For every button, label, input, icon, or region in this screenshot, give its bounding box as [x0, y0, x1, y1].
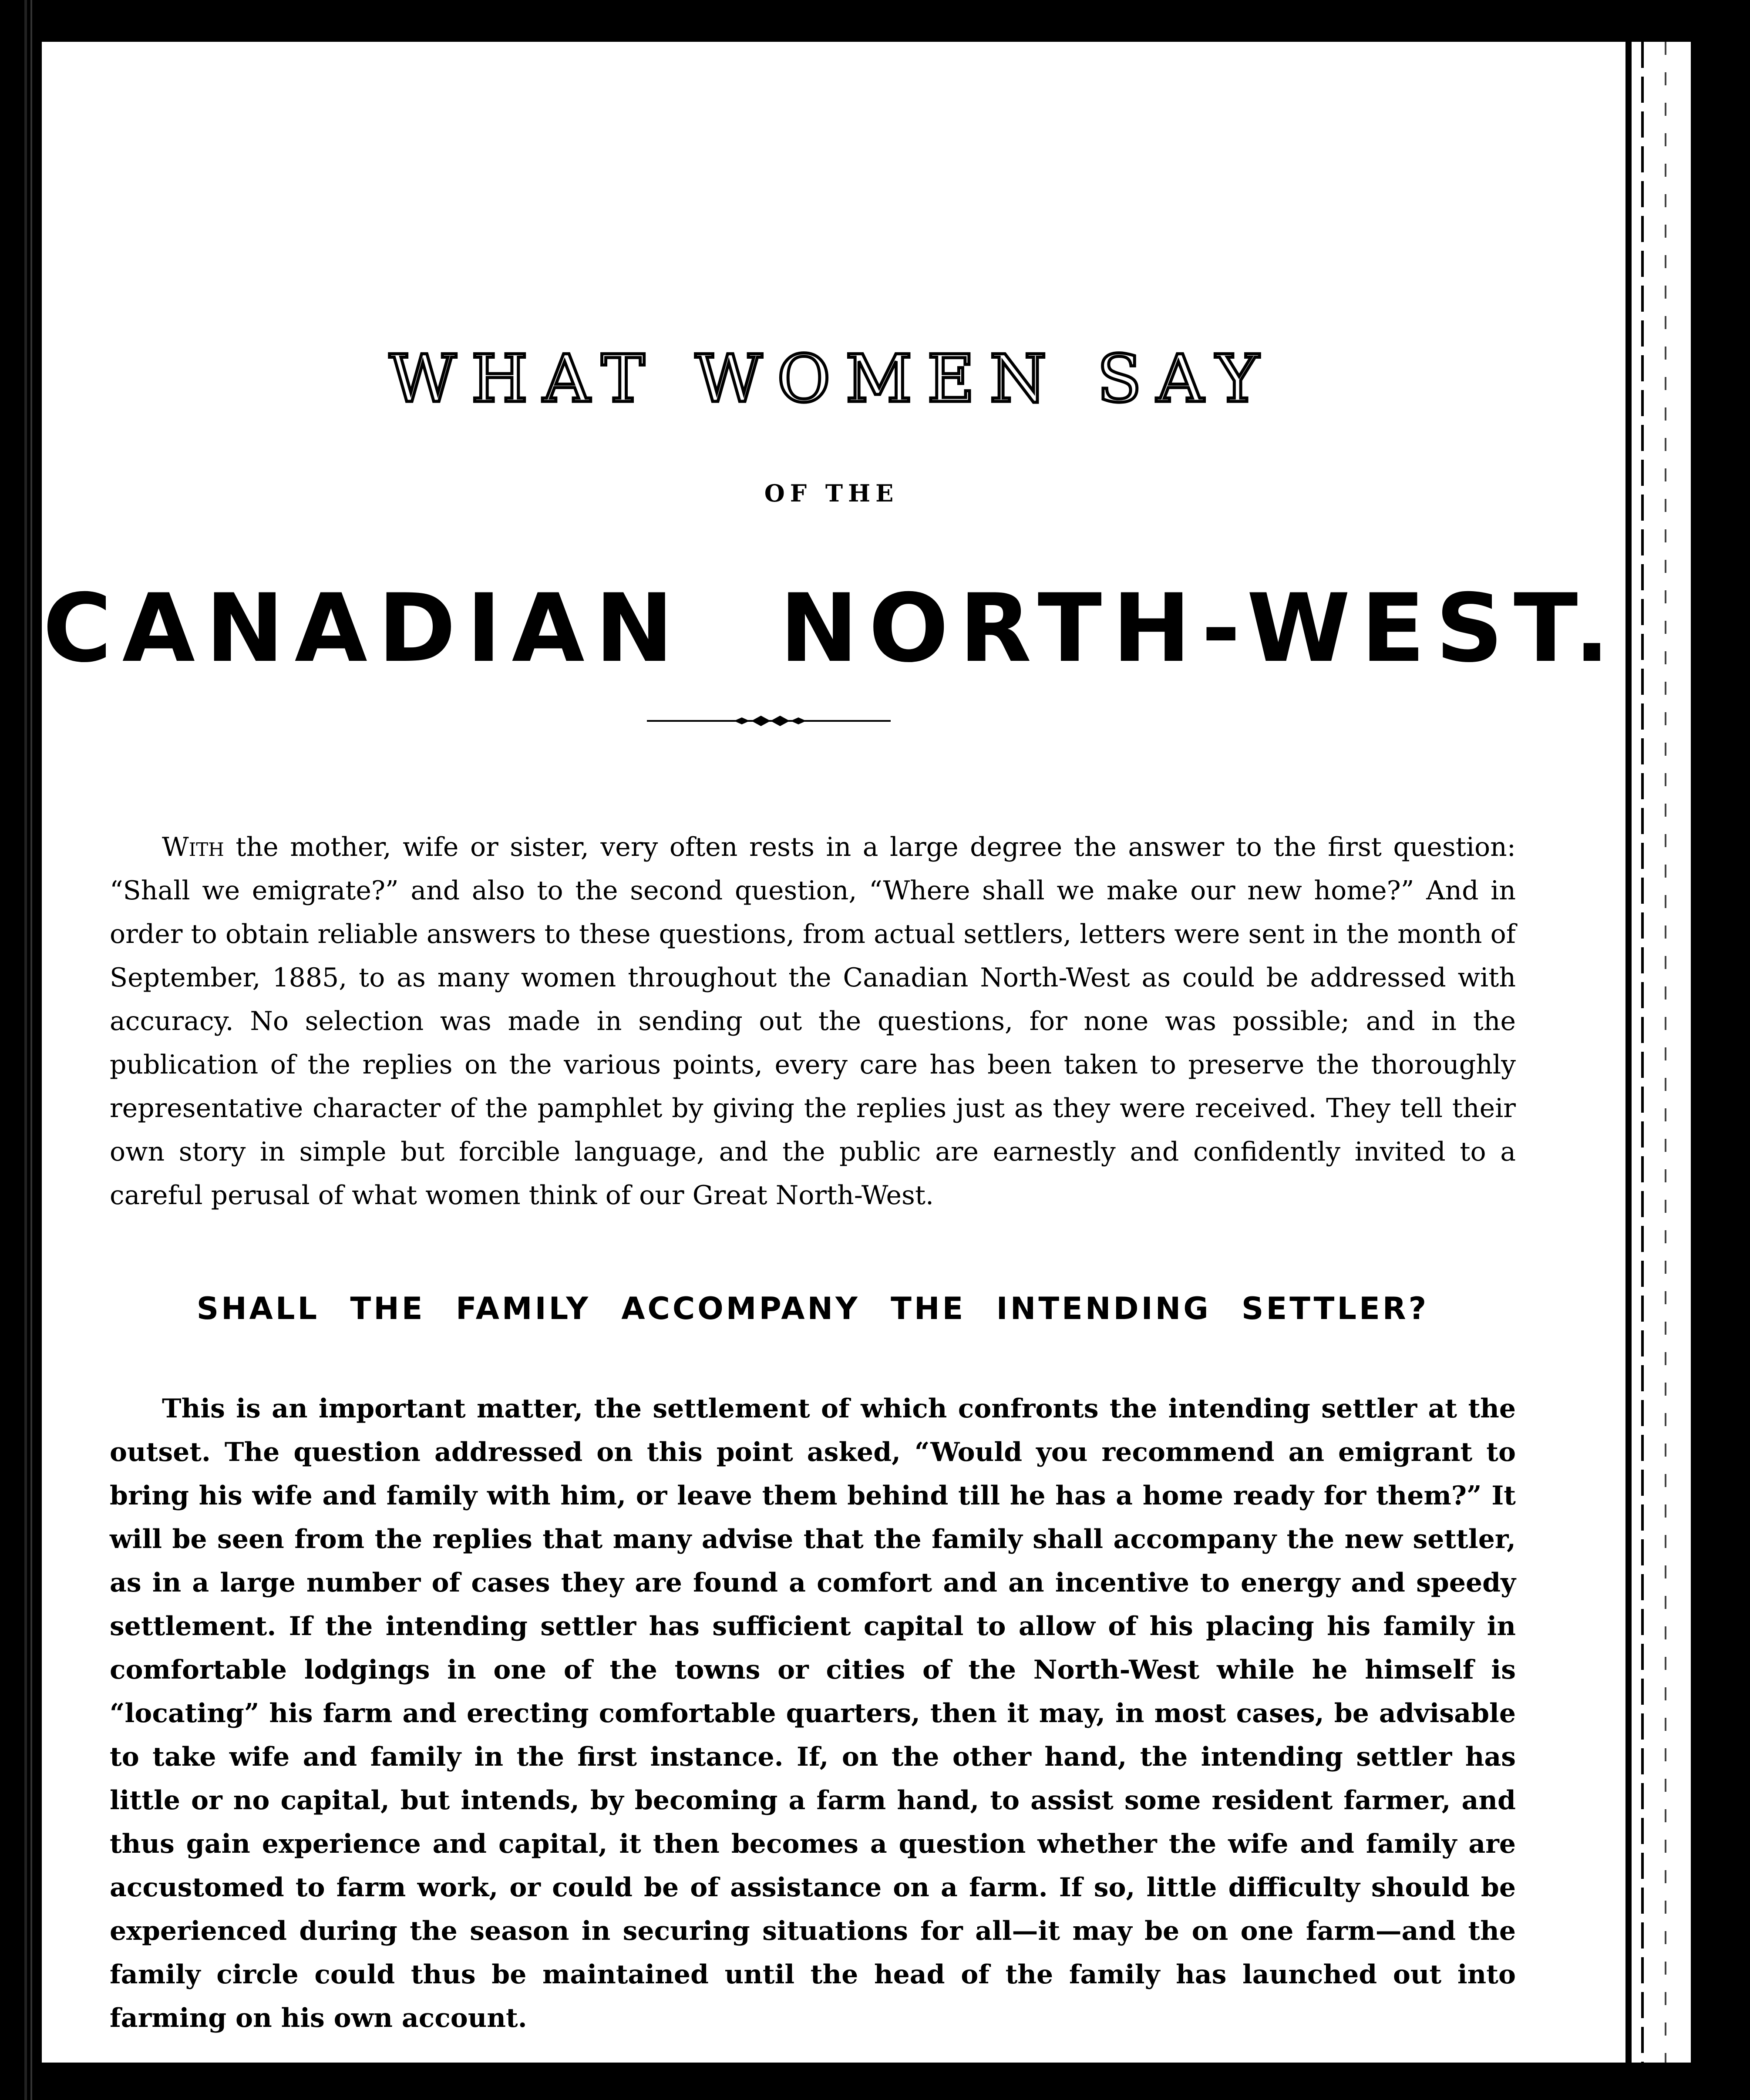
section-paragraph: This is an important matter, the settlement of which confronts the intending settler at the outset. The question addressed on this point asked, “Would you recommend an emigrant to bring his wife and family with him, or leave them behind till he has a home ready for them?” It will be seen from the replies that many advise that the family shall accompany the new settler, as in a large number of cases they are found a comfort and an incentive to energy and speedy settlement. If the intending settler has sufficient capital to allow of his placing his family in comfortable lodgings in one of the towns or cities of the North-West while he himself is “locating” his farm and erecting comfortable quarters, then it may, in most cases, be advisable to take wife and family in the first instance. If, on the other hand, the intending settler has little or no capital, but intends, by becoming a farm hand, to assist some resident farmer, and thus gain experience and capital, it then becomes a question whether the wife and family are accustomed to farm work, or could be of assistance on a farm. If so, little difficulty should be experienced during the season in securing situations for all—it may be on one farm—and the family circle could thus be maintained until the head of the family has launched out into farming on his own account. [110, 1393, 1516, 2033]
title-canadian-north-west: CANADIAN NORTH-WEST. [43, 574, 1620, 683]
intro-first-word: With [162, 832, 224, 862]
title-what-women-say: WHAT WOMEN SAY [389, 341, 1274, 417]
ornament-divider-icon [647, 712, 891, 730]
title-of-the: OF THE [764, 479, 899, 507]
document-page [42, 42, 1621, 2063]
intro-text: the mother, wife or sister, very often rests in a large degree the answer to the first question: “Shall we emigrate?” and also to the second question, “Where shall we make our new home?” And in order to obtain reliable answers to these questions, from actual settlers, letters were sent in the month of September, 1885, to as many women throughout the Canadian North-West as could be addressed with accuracy. No selection was made in sending out the questions, for none was possible; and in the publication of the replies on the various points, every care has been taken to preserve the thoroughly representative character of the pamphlet by giving the replies just as they were received. They tell their own story in simple but forcible language, and the public are earnestly and confidently invited to a careful perusal of what women think of our Great North-West. [110, 832, 1516, 1211]
right-page-edge [1621, 42, 1730, 2063]
left-binding-edge [0, 0, 42, 2100]
intro-paragraph [110, 825, 1516, 1217]
section-heading: SHALL THE FAMILY ACCOMPANY THE INTENDING SETTLER? [196, 1291, 1429, 1326]
